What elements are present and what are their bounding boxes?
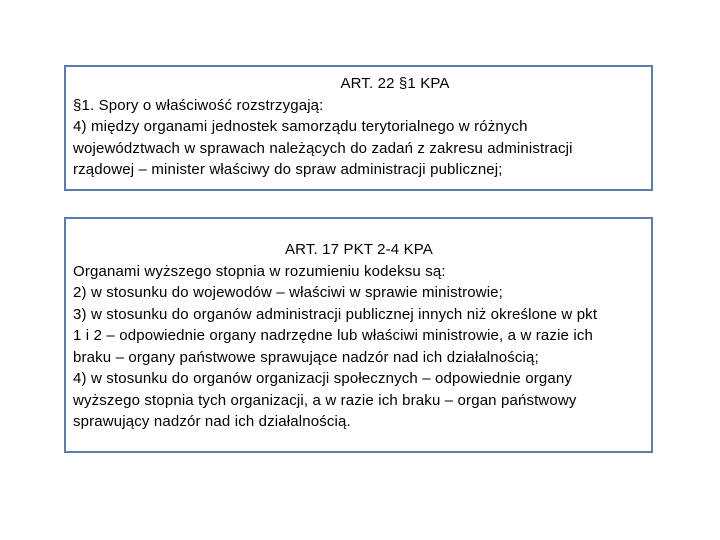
article-22-line-2: 4) między organami jednostek samorządu terytorialnego w różnych bbox=[73, 118, 528, 135]
article-22-box bbox=[64, 65, 653, 191]
article-22-line-3: województwach w sprawach należących do zadań z zakresu administracji bbox=[73, 139, 573, 157]
article-17-line-7: wyższego stopnia tych organizacji, a w razie ich braku – organ państwowy bbox=[73, 391, 577, 409]
article-17-line-4: 1 i 2 – odpowiednie organy nadrzędne lub właściwi ministrowie, a w razie ich bbox=[73, 327, 593, 344]
article-17-line-1: Organami wyższego stopnia w rozumieniu kodeksu są: bbox=[73, 262, 446, 280]
article-17-title: ART. 17 PKT 2-4 KPA bbox=[285, 241, 433, 258]
article-17-line-3: 3) w stosunku do organów administracji publicznej innych niż określone w pkt bbox=[73, 305, 598, 323]
article-22-line-1: §1. Spory o właściwość rozstrzygają: bbox=[73, 96, 324, 114]
article-17-line-5: braku – organy państwowe sprawujące nadzór nad ich działalnością; bbox=[73, 348, 539, 366]
article-17-line-8: sprawujący nadzór nad ich działalnością. bbox=[73, 413, 351, 430]
article-22-line-4: rządowej – minister właściwy do spraw administracji publicznej; bbox=[73, 161, 503, 178]
article-17-box bbox=[64, 217, 653, 453]
article-22-title: ART. 22 §1 KPA bbox=[340, 75, 450, 92]
article-17-line-6: 4) w stosunku do organów organizacji społecznych – odpowiednie organy bbox=[73, 370, 572, 387]
article-17-line-2: 2) w stosunku do wojewodów – właściwi w sprawie ministrowie; bbox=[73, 284, 503, 301]
